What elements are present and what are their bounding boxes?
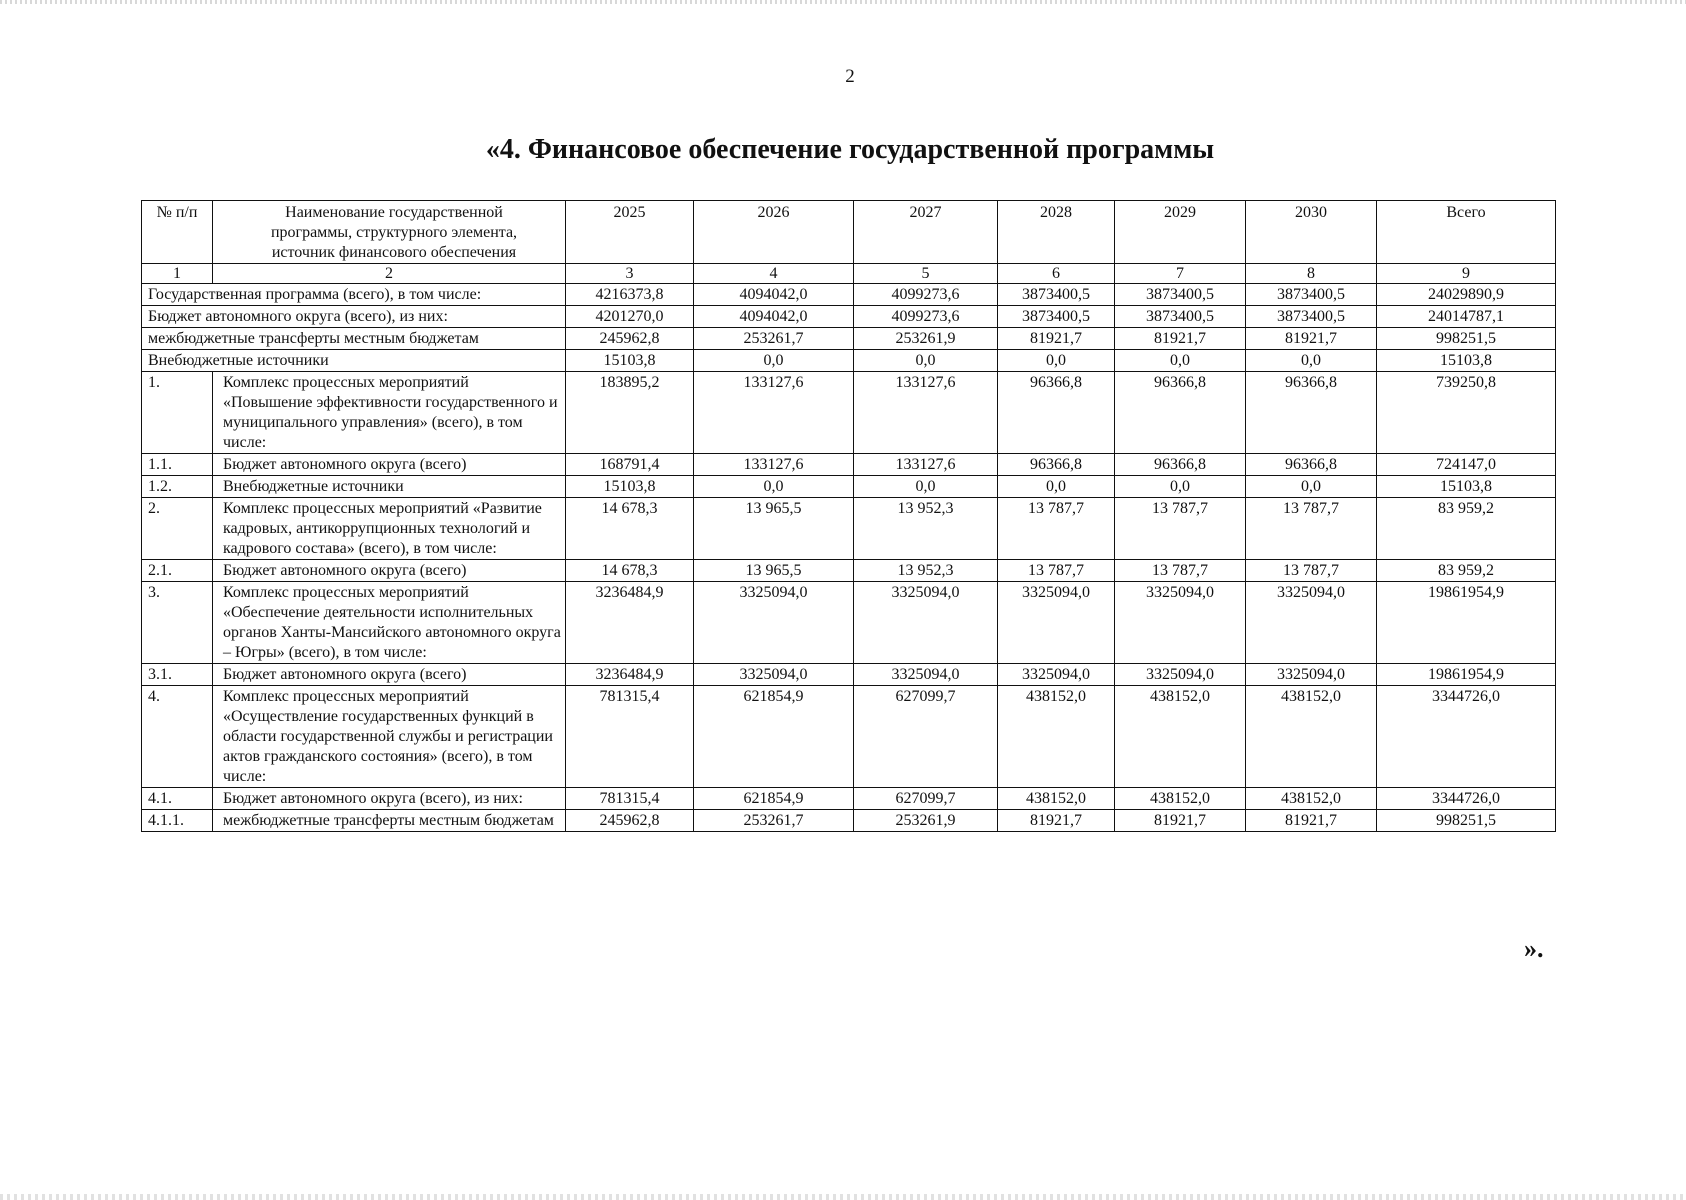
value-cell: 621854,9 [694,788,854,810]
value-cell: 627099,7 [854,788,998,810]
row-number: 3. [142,582,213,664]
total-cell: 998251,5 [1377,328,1556,350]
document-title: «4. Финансовое обеспечение государственной программы [485,134,1215,165]
value-cell: 3236484,9 [566,582,694,664]
value-cell: 14 678,3 [566,498,694,560]
value-cell: 13 965,5 [694,498,854,560]
header-total: Всего [1377,201,1556,264]
value-cell: 13 787,7 [1246,560,1377,582]
value-cell: 3325094,0 [694,664,854,686]
summary-row-label: Бюджет автономного округа (всего), из них: [142,306,566,328]
row-number: 4.1.1. [142,810,213,832]
value-cell: 3873400,5 [1115,306,1246,328]
value-cell: 0,0 [1115,476,1246,498]
value-cell: 781315,4 [566,788,694,810]
column-number: 8 [1246,264,1377,284]
row-number: 2. [142,498,213,560]
row-name: Бюджет автономного округа (всего), из них: [213,788,566,810]
value-cell: 438152,0 [998,686,1115,788]
value-cell: 4099273,6 [854,284,998,306]
value-cell: 4201270,0 [566,306,694,328]
value-cell: 3325094,0 [1246,664,1377,686]
value-cell: 13 787,7 [1115,498,1246,560]
header-year-2027: 2027 [854,201,998,264]
value-cell: 253261,9 [854,810,998,832]
table-header [142,201,1556,264]
row-number: 1. [142,372,213,454]
value-cell: 3325094,0 [998,664,1115,686]
row-name: Бюджет автономного округа (всего) [213,560,566,582]
scan-edge-top [0,0,1686,4]
table-row [142,788,1556,810]
value-cell: 133127,6 [854,454,998,476]
header-row [142,201,1556,264]
value-cell: 0,0 [854,350,998,372]
total-cell: 724147,0 [1377,454,1556,476]
row-name: Комплекс процессных мероприятий «Повышение эффективности государственного и муниципального управления» (всего), в том числе: [213,372,566,454]
value-cell: 0,0 [1246,350,1377,372]
row-number: 1.2. [142,476,213,498]
value-cell: 183895,2 [566,372,694,454]
table-row [142,372,1556,454]
value-cell: 3325094,0 [854,582,998,664]
value-cell: 15103,8 [566,476,694,498]
value-cell: 621854,9 [694,686,854,788]
row-name: Бюджет автономного округа (всего) [213,664,566,686]
value-cell: 438152,0 [998,788,1115,810]
value-cell: 168791,4 [566,454,694,476]
value-cell: 13 787,7 [998,560,1115,582]
value-cell: 3325094,0 [1115,582,1246,664]
column-number: 7 [1115,264,1246,284]
row-number: 4. [142,686,213,788]
value-cell: 253261,9 [854,328,998,350]
column-number: 6 [998,264,1115,284]
value-cell: 3873400,5 [1246,306,1377,328]
value-cell: 3873400,5 [1115,284,1246,306]
summary-row [142,350,1556,372]
row-name: Комплекс процессных мероприятий «Развитие кадровых, антикоррупционных технологий и кадрового состава» (всего), в том числе: [213,498,566,560]
value-cell: 245962,8 [566,810,694,832]
value-cell: 438152,0 [1115,788,1246,810]
table-row [142,582,1556,664]
total-cell: 19861954,9 [1377,582,1556,664]
header-year-2029: 2029 [1115,201,1246,264]
summary-row-label: Государственная программа (всего), в том числе: [142,284,566,306]
scan-edge-bottom [0,1194,1686,1200]
summary-row [142,328,1556,350]
header-year-2025: 2025 [566,201,694,264]
row-name: межбюджетные трансферты местным бюджетам [213,810,566,832]
table-row [142,810,1556,832]
value-cell: 0,0 [694,476,854,498]
closing-quote-mark: ». [1524,934,1544,963]
value-cell: 0,0 [854,476,998,498]
value-cell: 96366,8 [1115,372,1246,454]
row-number: 3.1. [142,664,213,686]
total-cell: 83 959,2 [1377,498,1556,560]
value-cell: 13 952,3 [854,498,998,560]
value-cell: 3873400,5 [1246,284,1377,306]
value-cell: 253261,7 [694,328,854,350]
column-number: 4 [694,264,854,284]
page-number: 2 [845,66,855,87]
column-number: 1 [142,264,213,284]
value-cell: 13 787,7 [1115,560,1246,582]
value-cell: 627099,7 [854,686,998,788]
value-cell: 133127,6 [694,454,854,476]
value-cell: 3325094,0 [998,582,1115,664]
row-name: Комплекс процессных мероприятий «Осуществление государственных функций в области государственной службы и регистрации актов гражданского состояния» (всего), в том числе: [213,686,566,788]
column-number: 2 [213,264,566,284]
value-cell: 96366,8 [1246,454,1377,476]
row-name: Комплекс процессных мероприятий «Обеспечение деятельности исполнительных органов Ханты-Мансийского автономного округа – Югры» (всего), в том числе: [213,582,566,664]
value-cell: 15103,8 [566,350,694,372]
value-cell: 0,0 [694,350,854,372]
column-number: 5 [854,264,998,284]
value-cell: 3236484,9 [566,664,694,686]
header-year-2028: 2028 [998,201,1115,264]
value-cell: 3873400,5 [998,306,1115,328]
table-row [142,454,1556,476]
table-row [142,664,1556,686]
value-cell: 96366,8 [1115,454,1246,476]
value-cell: 133127,6 [694,372,854,454]
total-cell: 15103,8 [1377,350,1556,372]
value-cell: 81921,7 [998,810,1115,832]
total-cell: 739250,8 [1377,372,1556,454]
table-row [142,686,1556,788]
value-cell: 81921,7 [1246,810,1377,832]
value-cell: 3325094,0 [1115,664,1246,686]
column-numbers-row [142,264,1556,284]
value-cell: 3325094,0 [1246,582,1377,664]
summary-row-label: межбюджетные трансферты местным бюджетам [142,328,566,350]
row-name: Внебюджетные источники [213,476,566,498]
table-row [142,476,1556,498]
header-name: Наименование государственной программы, структурного элемента, источник финансового обеспечения [213,201,566,264]
header-year-2026: 2026 [694,201,854,264]
column-number: 3 [566,264,694,284]
value-cell: 13 965,5 [694,560,854,582]
value-cell: 438152,0 [1246,686,1377,788]
value-cell: 3873400,5 [998,284,1115,306]
value-cell: 13 952,3 [854,560,998,582]
total-cell: 998251,5 [1377,810,1556,832]
value-cell: 81921,7 [1246,328,1377,350]
table-body [142,264,1556,832]
value-cell: 4216373,8 [566,284,694,306]
financing-table-container [141,200,1555,832]
value-cell: 13 787,7 [998,498,1115,560]
summary-row [142,306,1556,328]
total-cell: 3344726,0 [1377,788,1556,810]
value-cell: 781315,4 [566,686,694,788]
value-cell: 96366,8 [1246,372,1377,454]
value-cell: 3325094,0 [854,664,998,686]
value-cell: 96366,8 [998,454,1115,476]
value-cell: 253261,7 [694,810,854,832]
value-cell: 245962,8 [566,328,694,350]
row-name: Бюджет автономного округа (всего) [213,454,566,476]
table-row [142,498,1556,560]
value-cell: 81921,7 [1115,810,1246,832]
value-cell: 133127,6 [854,372,998,454]
value-cell: 4094042,0 [694,284,854,306]
value-cell: 13 787,7 [1246,498,1377,560]
header-year-2030: 2030 [1246,201,1377,264]
financing-table [141,200,1556,832]
summary-row [142,284,1556,306]
total-cell: 3344726,0 [1377,686,1556,788]
value-cell: 81921,7 [998,328,1115,350]
column-number: 9 [1377,264,1556,284]
value-cell: 96366,8 [998,372,1115,454]
value-cell: 4094042,0 [694,306,854,328]
table-row [142,560,1556,582]
total-cell: 83 959,2 [1377,560,1556,582]
total-cell: 15103,8 [1377,476,1556,498]
total-cell: 19861954,9 [1377,664,1556,686]
header-no: № п/п [142,201,213,264]
total-cell: 24014787,1 [1377,306,1556,328]
summary-row-label: Внебюджетные источники [142,350,566,372]
value-cell: 14 678,3 [566,560,694,582]
value-cell: 3325094,0 [694,582,854,664]
value-cell: 0,0 [1115,350,1246,372]
value-cell: 0,0 [1246,476,1377,498]
value-cell: 4099273,6 [854,306,998,328]
total-cell: 24029890,9 [1377,284,1556,306]
row-number: 4.1. [142,788,213,810]
value-cell: 438152,0 [1246,788,1377,810]
value-cell: 0,0 [998,476,1115,498]
row-number: 2.1. [142,560,213,582]
value-cell: 81921,7 [1115,328,1246,350]
value-cell: 0,0 [998,350,1115,372]
row-number: 1.1. [142,454,213,476]
value-cell: 438152,0 [1115,686,1246,788]
